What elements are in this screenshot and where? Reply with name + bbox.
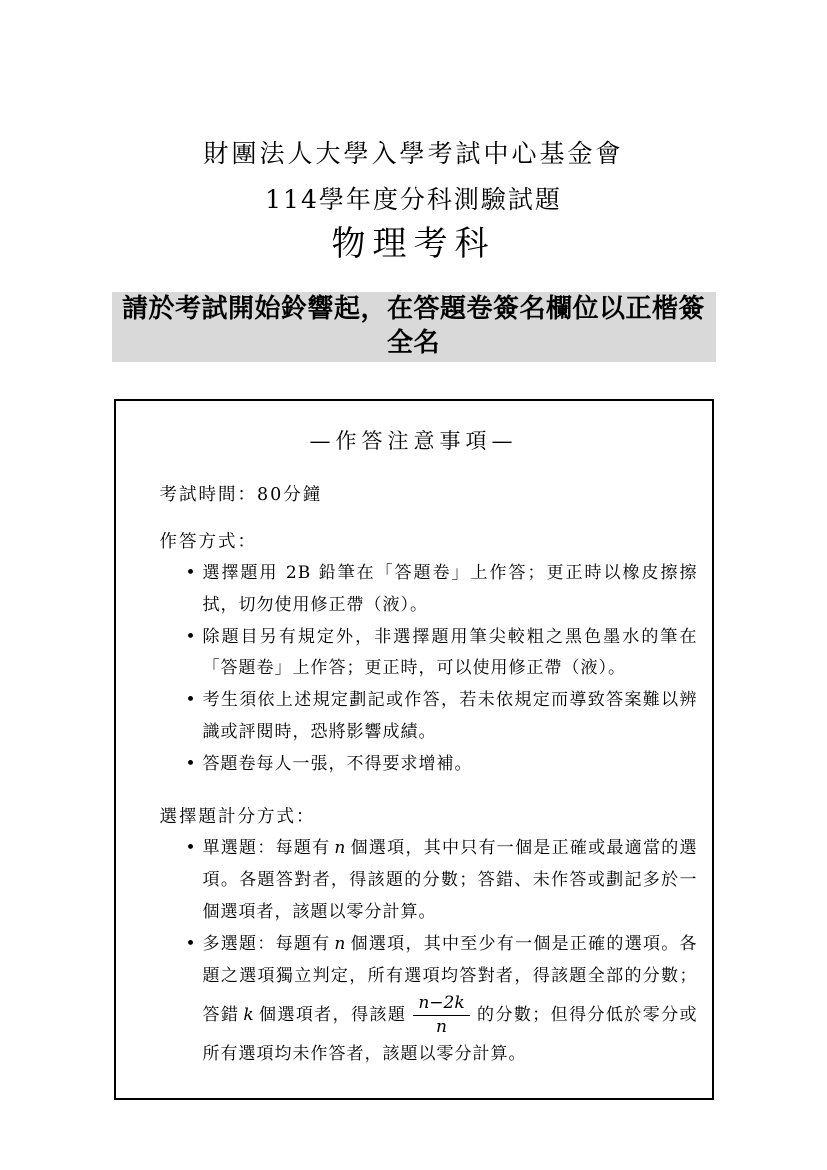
multi-choice-text-part1: 多選題：每題有: [202, 934, 331, 955]
notice-box-title: —作答注意事項—: [309, 428, 518, 453]
score-fraction: [413, 993, 469, 1039]
notice-box: [114, 399, 714, 1101]
list-item-multi-choice: [186, 929, 698, 1070]
page-header: [0, 139, 827, 264]
list-item-text: 答題卷每人一張，不得要求增補。: [202, 754, 473, 775]
single-choice-text-part2: 個選項，其中只有一個是正確或最適當的選項。各題答對者，得該題的分數；答錯、未作答或劃記多於一個選項者，該題以零分計算。: [202, 838, 698, 923]
fraction-numerator: n−2k: [413, 993, 469, 1016]
list-item-text: 除題目另有規定外，非選擇題用筆尖較粗之黑色墨水的筆在「答題卷」上作答；更正時，可以使用修正帶（液）。: [202, 626, 698, 679]
signature-instruction-banner: 請於考試開始鈴響起，在答題卷簽名欄位以正楷簽全名: [112, 292, 716, 362]
scoring-section-title: 選擇題計分方式：: [159, 807, 316, 828]
list-item-one-sheet: [186, 749, 698, 781]
scoring-list: [160, 833, 698, 1070]
math-variable-n: n: [334, 838, 347, 859]
list-item-single-choice: [186, 833, 698, 929]
list-item-choice-pencil: [186, 558, 698, 622]
list-item-text: [203, 934, 698, 1063]
answer-method-section-title: 作答方式：: [159, 531, 257, 552]
multi-choice-text-part4: 的分數；但得分低於零分或所有選項均未作答者，該題以零分計算。: [202, 1005, 698, 1064]
list-item-nonchoice-pen: [186, 622, 698, 686]
multi-choice-text-part3: 個選項者，得該題: [258, 1005, 407, 1026]
exam-year-title: 114學年度分科測驗試題: [265, 185, 562, 214]
answer-method-list: [160, 558, 698, 782]
bullet-icon: •: [185, 562, 197, 583]
bullet-icon: •: [185, 754, 197, 775]
multi-choice-text-part2: 個選項，其中至少有一個是正確的選項。各題之選項獨立判定，所有選項均答對者，得該題全部的分數；答錯: [202, 934, 698, 1026]
list-item-text: 考生須依上述規定劃記或作答，若未依規定而導致答案難以辨識或評閱時，恐將影響成績。: [202, 690, 698, 743]
subject-title: 物理考科: [331, 224, 496, 264]
exam-time-text: 考試時間：80分鐘: [159, 484, 323, 505]
list-item-text: 選擇題用 2B 鉛筆在「答題卷」上作答；更正時以橡皮擦擦拭，切勿使用修正帶（液）。: [202, 562, 698, 615]
bullet-icon: •: [185, 690, 197, 711]
bullet-icon: •: [185, 626, 197, 647]
math-variable-n: n: [334, 934, 347, 955]
list-item-marking-rules: [186, 685, 698, 749]
organization-title: 財團法人大學入學考試中心基金會: [203, 139, 624, 168]
single-choice-text-part1: 單選題：每題有: [202, 838, 331, 859]
math-variable-k: k: [243, 1005, 255, 1026]
bullet-icon: •: [185, 934, 197, 955]
fraction-denominator: n: [435, 1017, 447, 1038]
bullet-icon: •: [185, 838, 197, 859]
list-item-text: [203, 838, 698, 922]
